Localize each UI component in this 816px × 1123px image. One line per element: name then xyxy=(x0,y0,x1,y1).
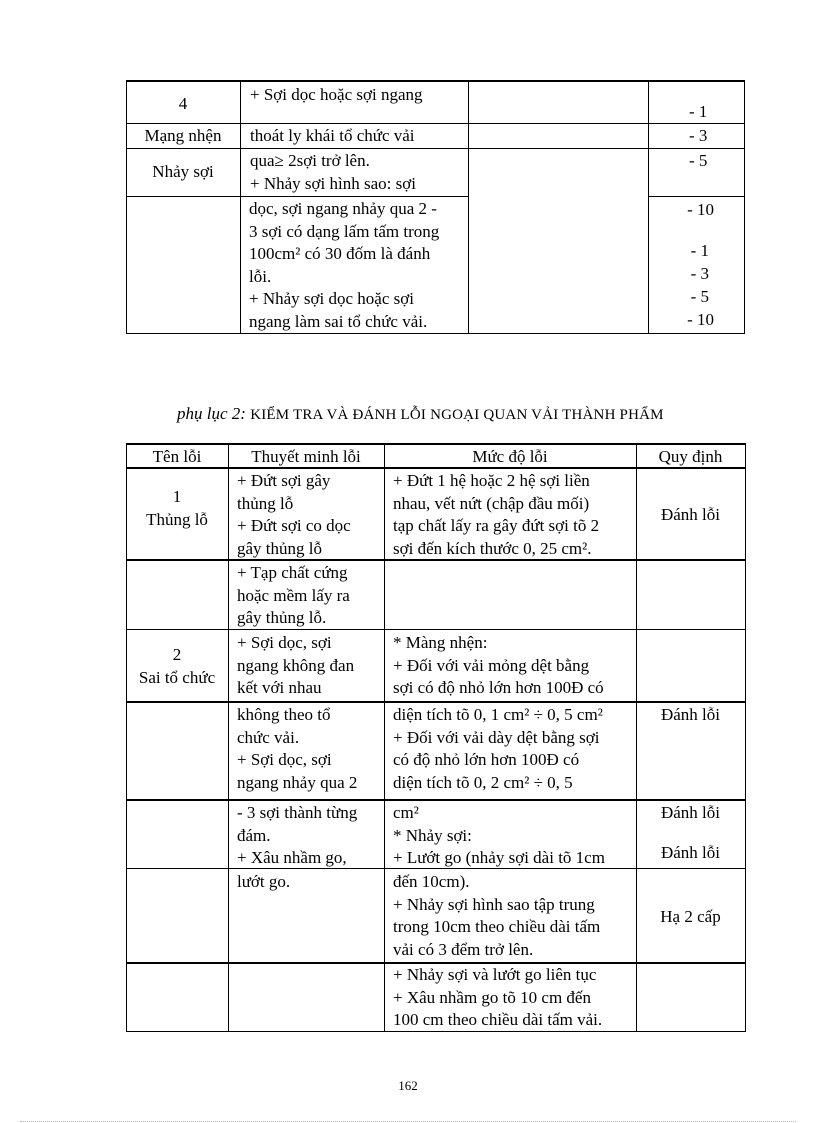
table1-row1-desc: + Sợi dọc hoặc sợi ngang xyxy=(250,85,423,104)
table1-row4-score: - 10 xyxy=(687,310,714,329)
table2-row3-level xyxy=(393,632,630,700)
table1-row2-desc: thoát ly khái tổ chức vải xyxy=(250,126,415,145)
table1-row2-name: Mạng nhện xyxy=(144,126,222,145)
table2-row1-desc-line: + Đứt sợi gây xyxy=(237,471,331,490)
table2-row4-level-line: diện tích tõ 0, 1 cm² ÷ 0, 5 cm² xyxy=(393,705,603,724)
table2-row3-desc-line: + Sợi dọc, sợi xyxy=(237,633,332,652)
table1-row4-desc-line: dọc, sợi ngang nhảy qua 2 - xyxy=(249,199,437,218)
table2-row1-desc xyxy=(237,470,378,560)
table1-row3-desc-line: + Nhảy sợi hình sao: sợi xyxy=(250,173,416,193)
table2-row3-name-line: Sai tổ chức xyxy=(138,667,216,687)
table1-row4-desc-line: lỗi. xyxy=(249,266,272,286)
table2-row1-level-line: + Đứt 1 hệ hoặc 2 hệ sợi liền xyxy=(393,471,590,490)
page-number: 162 xyxy=(398,1078,418,1093)
table2-row6-level-line: + Nhảy sợi hình sao tập trung xyxy=(393,894,595,914)
table2-row5-desc xyxy=(237,802,378,870)
table2-row1-level-line: nhau, vết nứt (chập đầu mối) xyxy=(393,493,590,513)
table1-row4-desc xyxy=(249,198,462,333)
table2-row6-level-line: vải có 3 đểm trở lên. xyxy=(393,939,534,959)
table2-row3-name-line: 2 xyxy=(172,645,182,664)
table1-row3-score: - 5 xyxy=(689,151,708,170)
table2-row1-level-line: tạp chất lấy ra gây đứt sợi tõ 2 xyxy=(393,516,600,535)
table2-row4-desc-line xyxy=(237,704,378,727)
table1-row3-desc-line: qua≥ 2sợi trở lên. xyxy=(250,151,370,170)
table1-row4-score: - 1 xyxy=(690,241,709,260)
table2-row5-rule: Đánh lỗi xyxy=(660,803,721,822)
table1-row4-score: - 10 xyxy=(687,200,714,219)
table2-row5-level-line: * Nhảy sợi: xyxy=(393,825,472,845)
table2-row3-desc xyxy=(237,632,378,700)
table2-row5-desc-line: - 3 sợi thành từng xyxy=(237,803,358,822)
table2-row4-rule: Đánh lỗi xyxy=(660,705,721,724)
table2-header-desc: Thuyết minh lỗi xyxy=(251,447,361,466)
table2-row7-level xyxy=(393,964,630,1032)
table2-row1-level xyxy=(393,470,630,560)
page-bottom-divider xyxy=(20,1121,796,1122)
table2-row3-desc-line: kết với nhau xyxy=(237,678,322,697)
table2-row5-desc-line: + Xâu nhầm go, xyxy=(237,848,347,867)
table2-row1-rule: Đánh lỗi xyxy=(660,505,721,524)
table2-row4-level xyxy=(393,704,630,794)
table2-row2-desc-line: + Tạp chất cứng xyxy=(237,563,348,582)
table2-row1-level-line: sợi đến kích thước 0, 25 cm². xyxy=(393,538,592,558)
table2-row6-desc-line: lướt go. xyxy=(237,872,291,891)
table2-row2-desc xyxy=(237,562,378,630)
table2-row6-level-line: trong 10cm theo chiều dài tấm xyxy=(393,917,601,936)
table2-row6-rule: Hạ 2 cấp xyxy=(660,907,721,926)
table2-row1-desc-line: gây thủng lỗ xyxy=(237,538,322,558)
table2-row1-name-line: Thủng lỗ xyxy=(146,509,208,529)
table1-row3-name: Nhảy sợi xyxy=(152,162,214,181)
appendix-title: KIỂM TRA VÀ ĐÁNH LỖI NGOẠI QUAN VẢI THÀNH PHẨM xyxy=(250,407,664,423)
table2-row5-desc-line: đám. xyxy=(237,825,271,845)
table2-row1-name-line: 1 xyxy=(172,487,182,506)
table2-row1-desc-line: + Đứt sợi co dọc xyxy=(237,516,351,535)
table2-row7-level-line: + Xâu nhầm go tõ 10 cm đến xyxy=(393,987,591,1007)
table2-row4-level-line: + Đối với vải dày dệt bằng sợi xyxy=(393,727,600,747)
table2-row1-name xyxy=(126,486,228,531)
table2-header-name: Tên lỗi xyxy=(152,447,202,466)
table2-row5-level-line: + Lướt go (nhảy sợi dài tõ 1cm xyxy=(393,848,605,867)
table2-row4-desc-line: chức vải. xyxy=(237,727,300,747)
table1-row4-score: - 3 xyxy=(690,264,709,283)
table2-row6-desc xyxy=(237,871,378,894)
table2-row2-desc-line: hoặc mềm lấy ra xyxy=(237,585,350,605)
table2-row5-level xyxy=(393,802,630,870)
table2-row4-desc-line: ngang nhảy qua 2 xyxy=(237,772,358,792)
table2-row4-desc xyxy=(237,704,378,794)
table1-row4-desc-line: 3 sợi có dạng lấm tấm trong xyxy=(249,221,440,241)
table1-row4-desc-line: 100cm² có 30 đốm là đánh xyxy=(249,244,431,263)
table2-row7-level-line: 100 cm theo chiều dài tấm vải. xyxy=(393,1010,603,1029)
table2-header-rule: Quy định xyxy=(658,447,723,466)
table2-row3-desc-line: ngang không đan xyxy=(237,655,355,675)
table2-row5-level-line: cm² xyxy=(393,803,419,822)
table2-row5-rule: Đánh lỗi xyxy=(660,843,721,862)
table2-header-level: Mức độ lỗi xyxy=(472,447,548,466)
table1-row4-score: - 5 xyxy=(690,287,709,306)
table2-row3-name xyxy=(126,644,228,689)
appendix-label: phụ lục 2: xyxy=(177,404,246,423)
table2-row3-level-line: + Đối với vải mỏng dệt bằng xyxy=(393,655,590,675)
table2-row1-desc-line: thủng lỗ xyxy=(237,493,294,513)
table2-row2-desc-line: gây thủng lỗ. xyxy=(237,608,327,627)
table2-row4-desc-line-text: không theo tổ xyxy=(237,705,331,724)
table1-row1-score: - 1 xyxy=(689,102,708,121)
table2-row6-level xyxy=(393,871,630,961)
table2-row3-level-line: sợi có độ nhỏ lớn hơn 100Đ có xyxy=(393,678,604,697)
table1-row4-desc-line: ngang làm sai tổ chức vải. xyxy=(249,311,428,331)
table2-row6-level-line: đến 10cm). xyxy=(393,872,470,891)
table1-row3-desc xyxy=(250,150,416,195)
table2-row4-level-line: diện tích tõ 0, 2 cm² ÷ 0, 5 xyxy=(393,772,573,792)
table2-row3-level-line: * Màng nhện: xyxy=(393,633,488,652)
table1-row2-score: - 3 xyxy=(689,126,708,145)
table1-row4-desc-line: + Nhảy sợi dọc hoặc sợi xyxy=(249,289,414,308)
appendix-heading xyxy=(177,404,664,424)
table1-row1-name: 4 xyxy=(178,94,188,113)
table2-row7-level-line: + Nhảy sợi và lướt go liên tục xyxy=(393,965,597,984)
table2-row4-level-line: có độ nhỏ lớn hơn 100Đ có xyxy=(393,750,580,769)
table2-row4-desc-line: + Sợi dọc, sợi xyxy=(237,750,332,769)
